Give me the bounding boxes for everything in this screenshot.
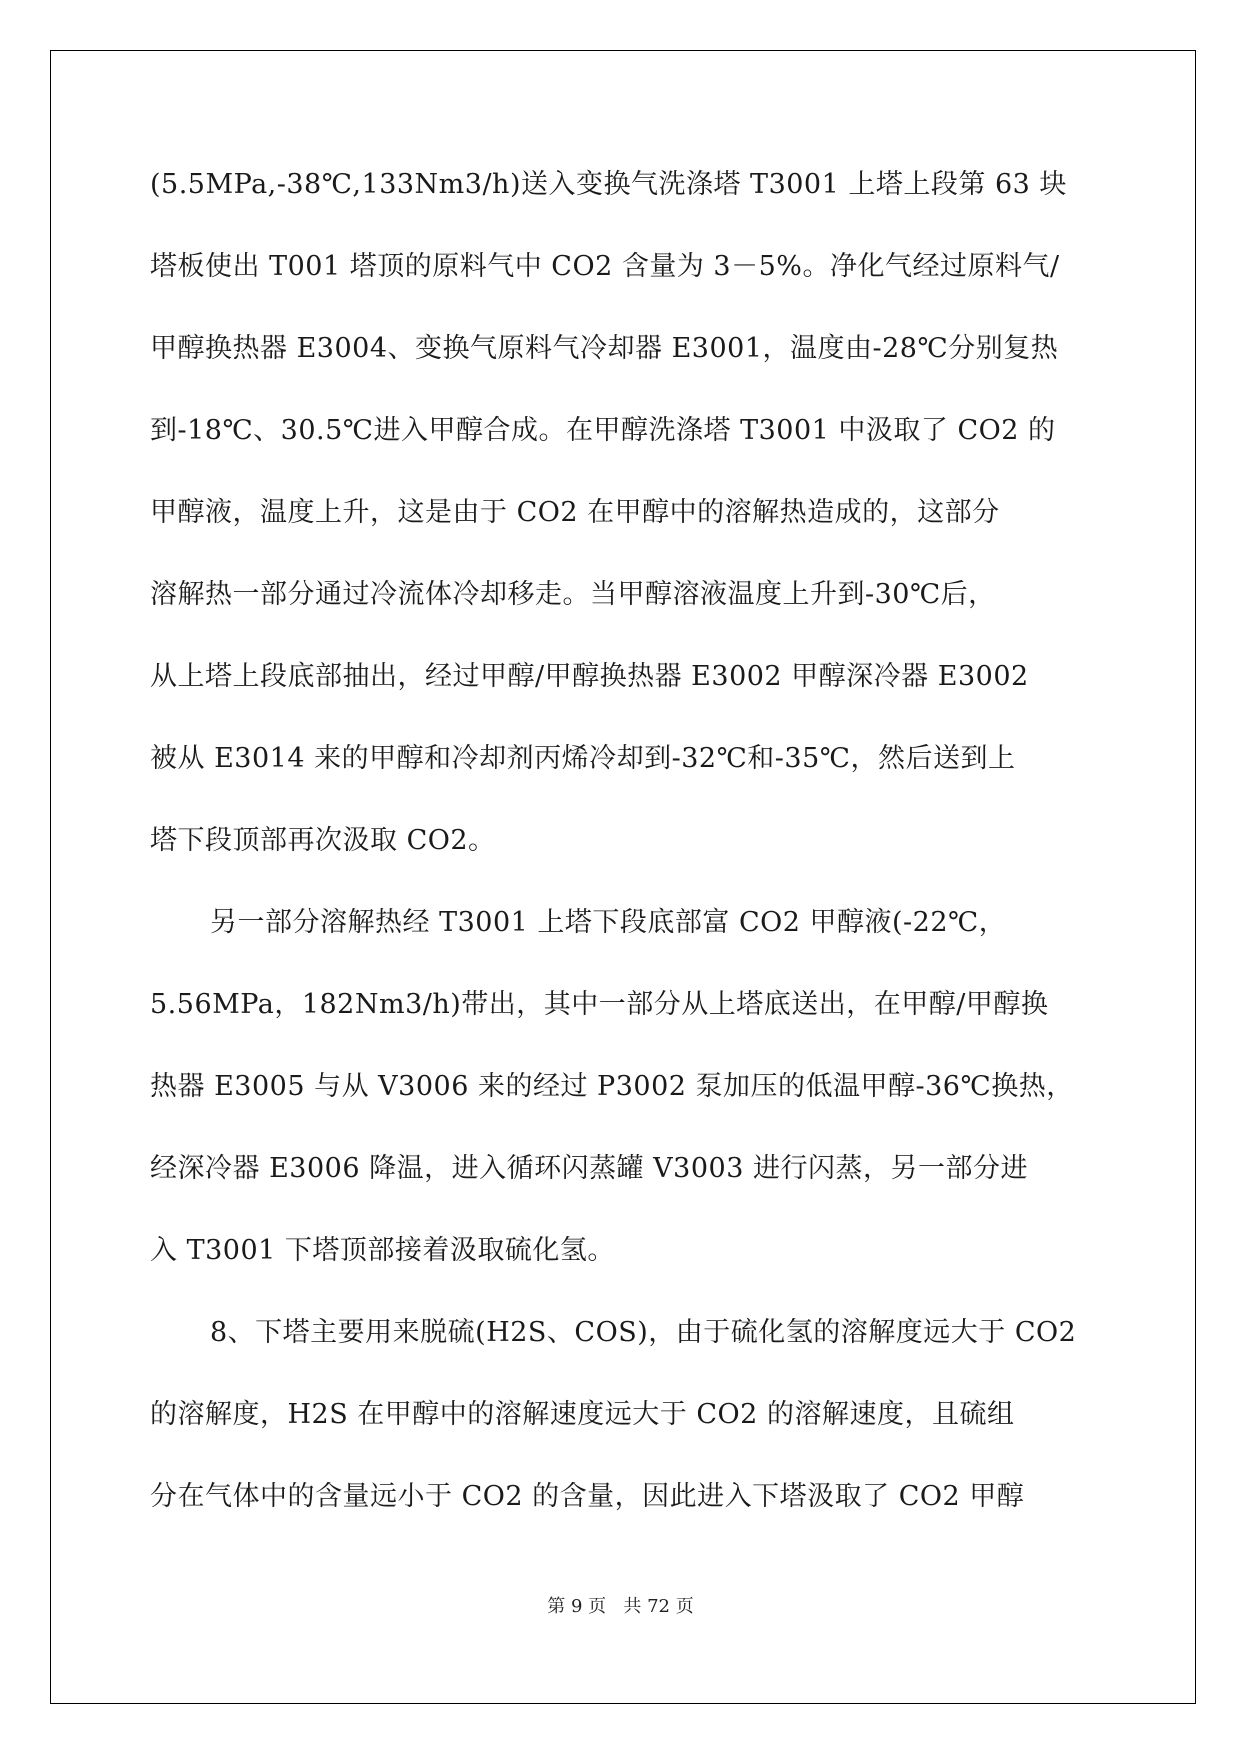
paragraph-start-line: 8、下塔主要用来脱硫(H2S、COS)，由于硫化氢的溶解度远大于 CO2 bbox=[210, 1317, 1077, 1348]
text-line: 5.56MPa，182Nm3/h)带出，其中一部分从上塔底送出，在甲醇/甲醇换 bbox=[150, 989, 1049, 1020]
text-line: 的溶解度，H2S 在甲醇中的溶解速度远大于 CO2 的溶解速度，且硫组 bbox=[150, 1399, 1015, 1430]
text-line: 塔下段顶部再次汲取 CO2。 bbox=[150, 825, 496, 856]
page-number: 第 9 页 bbox=[547, 1596, 607, 1617]
document-body bbox=[150, 160, 1085, 1554]
text-line: 从上塔上段底部抽出，经过甲醇/甲醇换热器 E3002 甲醇深冷器 E3002 bbox=[150, 661, 1029, 692]
text-line: 溶解热一部分通过冷流体冷却移走。当甲醇溶液温度上升到-30℃后， bbox=[150, 579, 996, 610]
total-pages: 共 72 页 bbox=[623, 1596, 694, 1617]
text-line: 到-18℃、30.5℃进入甲醇合成。在甲醇洗涤塔 T3001 中汲取了 CO2 的 bbox=[150, 415, 1056, 446]
text-line: 被从 E3014 来的甲醇和冷却剂丙烯冷却到-32℃和-35℃，然后送到上 bbox=[150, 743, 1016, 774]
text-line: 经深冷器 E3006 降温，进入循环闪蒸罐 V3003 进行闪蒸，另一部分进 bbox=[150, 1153, 1028, 1184]
page-footer bbox=[0, 1592, 1241, 1618]
text-line: 入 T3001 下塔顶部接着汲取硫化氢。 bbox=[150, 1235, 615, 1266]
text-line: 热器 E3005 与从 V3006 来的经过 P3002 泵加压的低温甲醇-36℃换热， bbox=[150, 1071, 1074, 1102]
text-line: 甲醇换热器 E3004、变换气原料气冷却器 E3001，温度由-28℃分别复热 bbox=[150, 333, 1059, 364]
paragraph-start-line: 另一部分溶解热经 T3001 上塔下段底部富 CO2 甲醇液(-22℃， bbox=[210, 907, 1007, 938]
text-line: 塔板使出 T001 塔顶的原料气中 CO2 含量为 3－5%。净化气经过原料气/ bbox=[150, 251, 1060, 282]
text-line: 甲醇液，温度上升，这是由于 CO2 在甲醇中的溶解热造成的，这部分 bbox=[150, 497, 1000, 528]
text-line: (5.5MPa,-38℃,133Nm3/h)送入变换气洗涤塔 T3001 上塔上段第 63 块 bbox=[150, 169, 1067, 200]
text-line: 分在气体中的含量远小于 CO2 的含量，因此进入下塔汲取了 CO2 甲醇 bbox=[150, 1481, 1025, 1512]
